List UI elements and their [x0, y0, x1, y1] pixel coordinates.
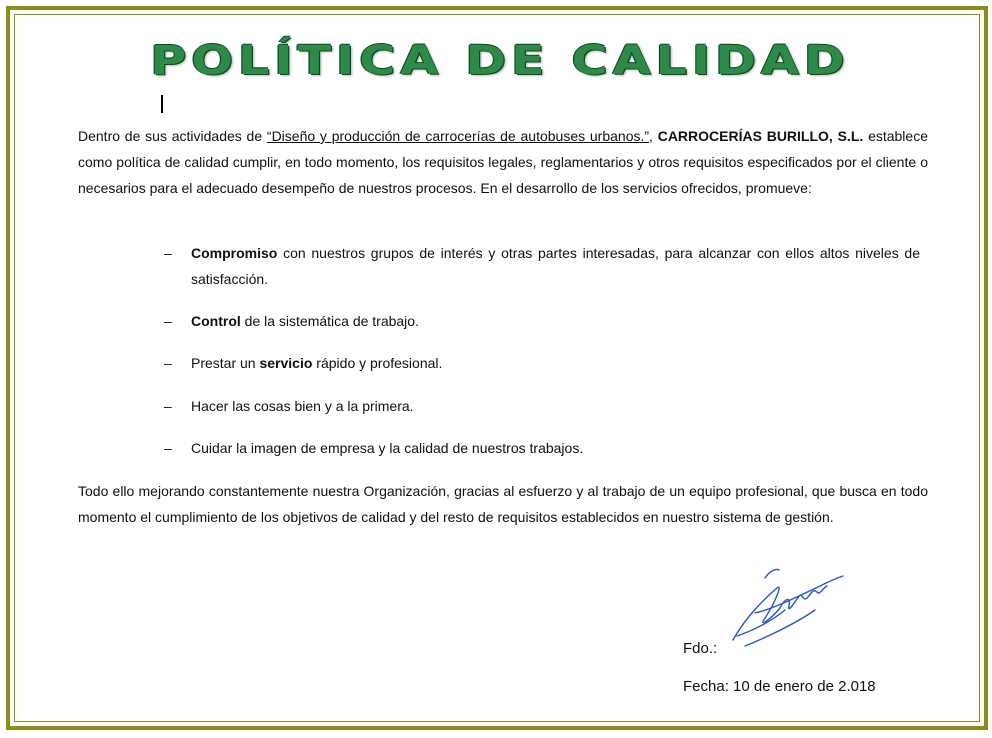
item-text: rápido y profesional. [312, 355, 443, 371]
item-text: con nuestros grupos de interés y otras partes interesadas, para alcanzar con ellos altos niveles de satisfacción. [191, 245, 920, 287]
item-text: Cuidar la imagen de empresa y la calidad de nuestros trabajos. [191, 440, 584, 456]
item-bold: servicio [259, 355, 313, 371]
dash-bullet: – [164, 440, 172, 456]
date-line: Fecha: 10 de enero de 2.018 [683, 678, 876, 695]
list-item [160, 393, 920, 419]
text-cursor [161, 95, 163, 113]
list-item [160, 350, 920, 376]
list-item [160, 308, 920, 334]
intro-after: establece como política de calidad cumplir, en todo momento, los requisitos legales, reglamentarios y otros requisitos especificados por el cliente o necesarios para el adecuado desempeño de nuestros procesos. En el desarrollo de los servicios ofrecidos, promueve: [78, 128, 928, 196]
handwritten-signature [725, 558, 850, 653]
dash-bullet: – [164, 313, 172, 329]
item-bold: Compromiso [191, 245, 278, 261]
intro-paragraph [78, 123, 928, 201]
item-bold: Control [191, 313, 241, 329]
item-text: de la sistemática de trabajo. [240, 313, 419, 329]
item-text: Hacer las cosas bien y a la primera. [191, 398, 414, 414]
list-item [160, 435, 920, 461]
list-item [160, 240, 920, 292]
activity-text: “Diseño y producción de carrocerías de autobuses urbanos.” [266, 128, 650, 144]
dash-bullet: – [164, 355, 172, 371]
intro-comma: , [649, 128, 658, 144]
company-name: CARROCERÍAS BURILLO, S.L. [657, 128, 864, 144]
page-title: POLÍTICA DE CALIDAD [150, 38, 850, 84]
signed-by-label: Fdo.: [683, 640, 718, 657]
closing-paragraph: Todo ello mejorando constantemente nuestra Organización, gracias al esfuerzo y al trabajo de un equipo profesional, que busca en todo momento el cumplimiento de los objetivos de calidad y del resto de requisitos establecidos en nuestro sistema de gestión. [78, 483, 928, 525]
intro-before: Dentro de sus actividades de [78, 128, 267, 144]
item-pre: Prestar un [191, 355, 260, 371]
dash-bullet: – [164, 245, 172, 261]
dash-bullet: – [164, 398, 172, 414]
